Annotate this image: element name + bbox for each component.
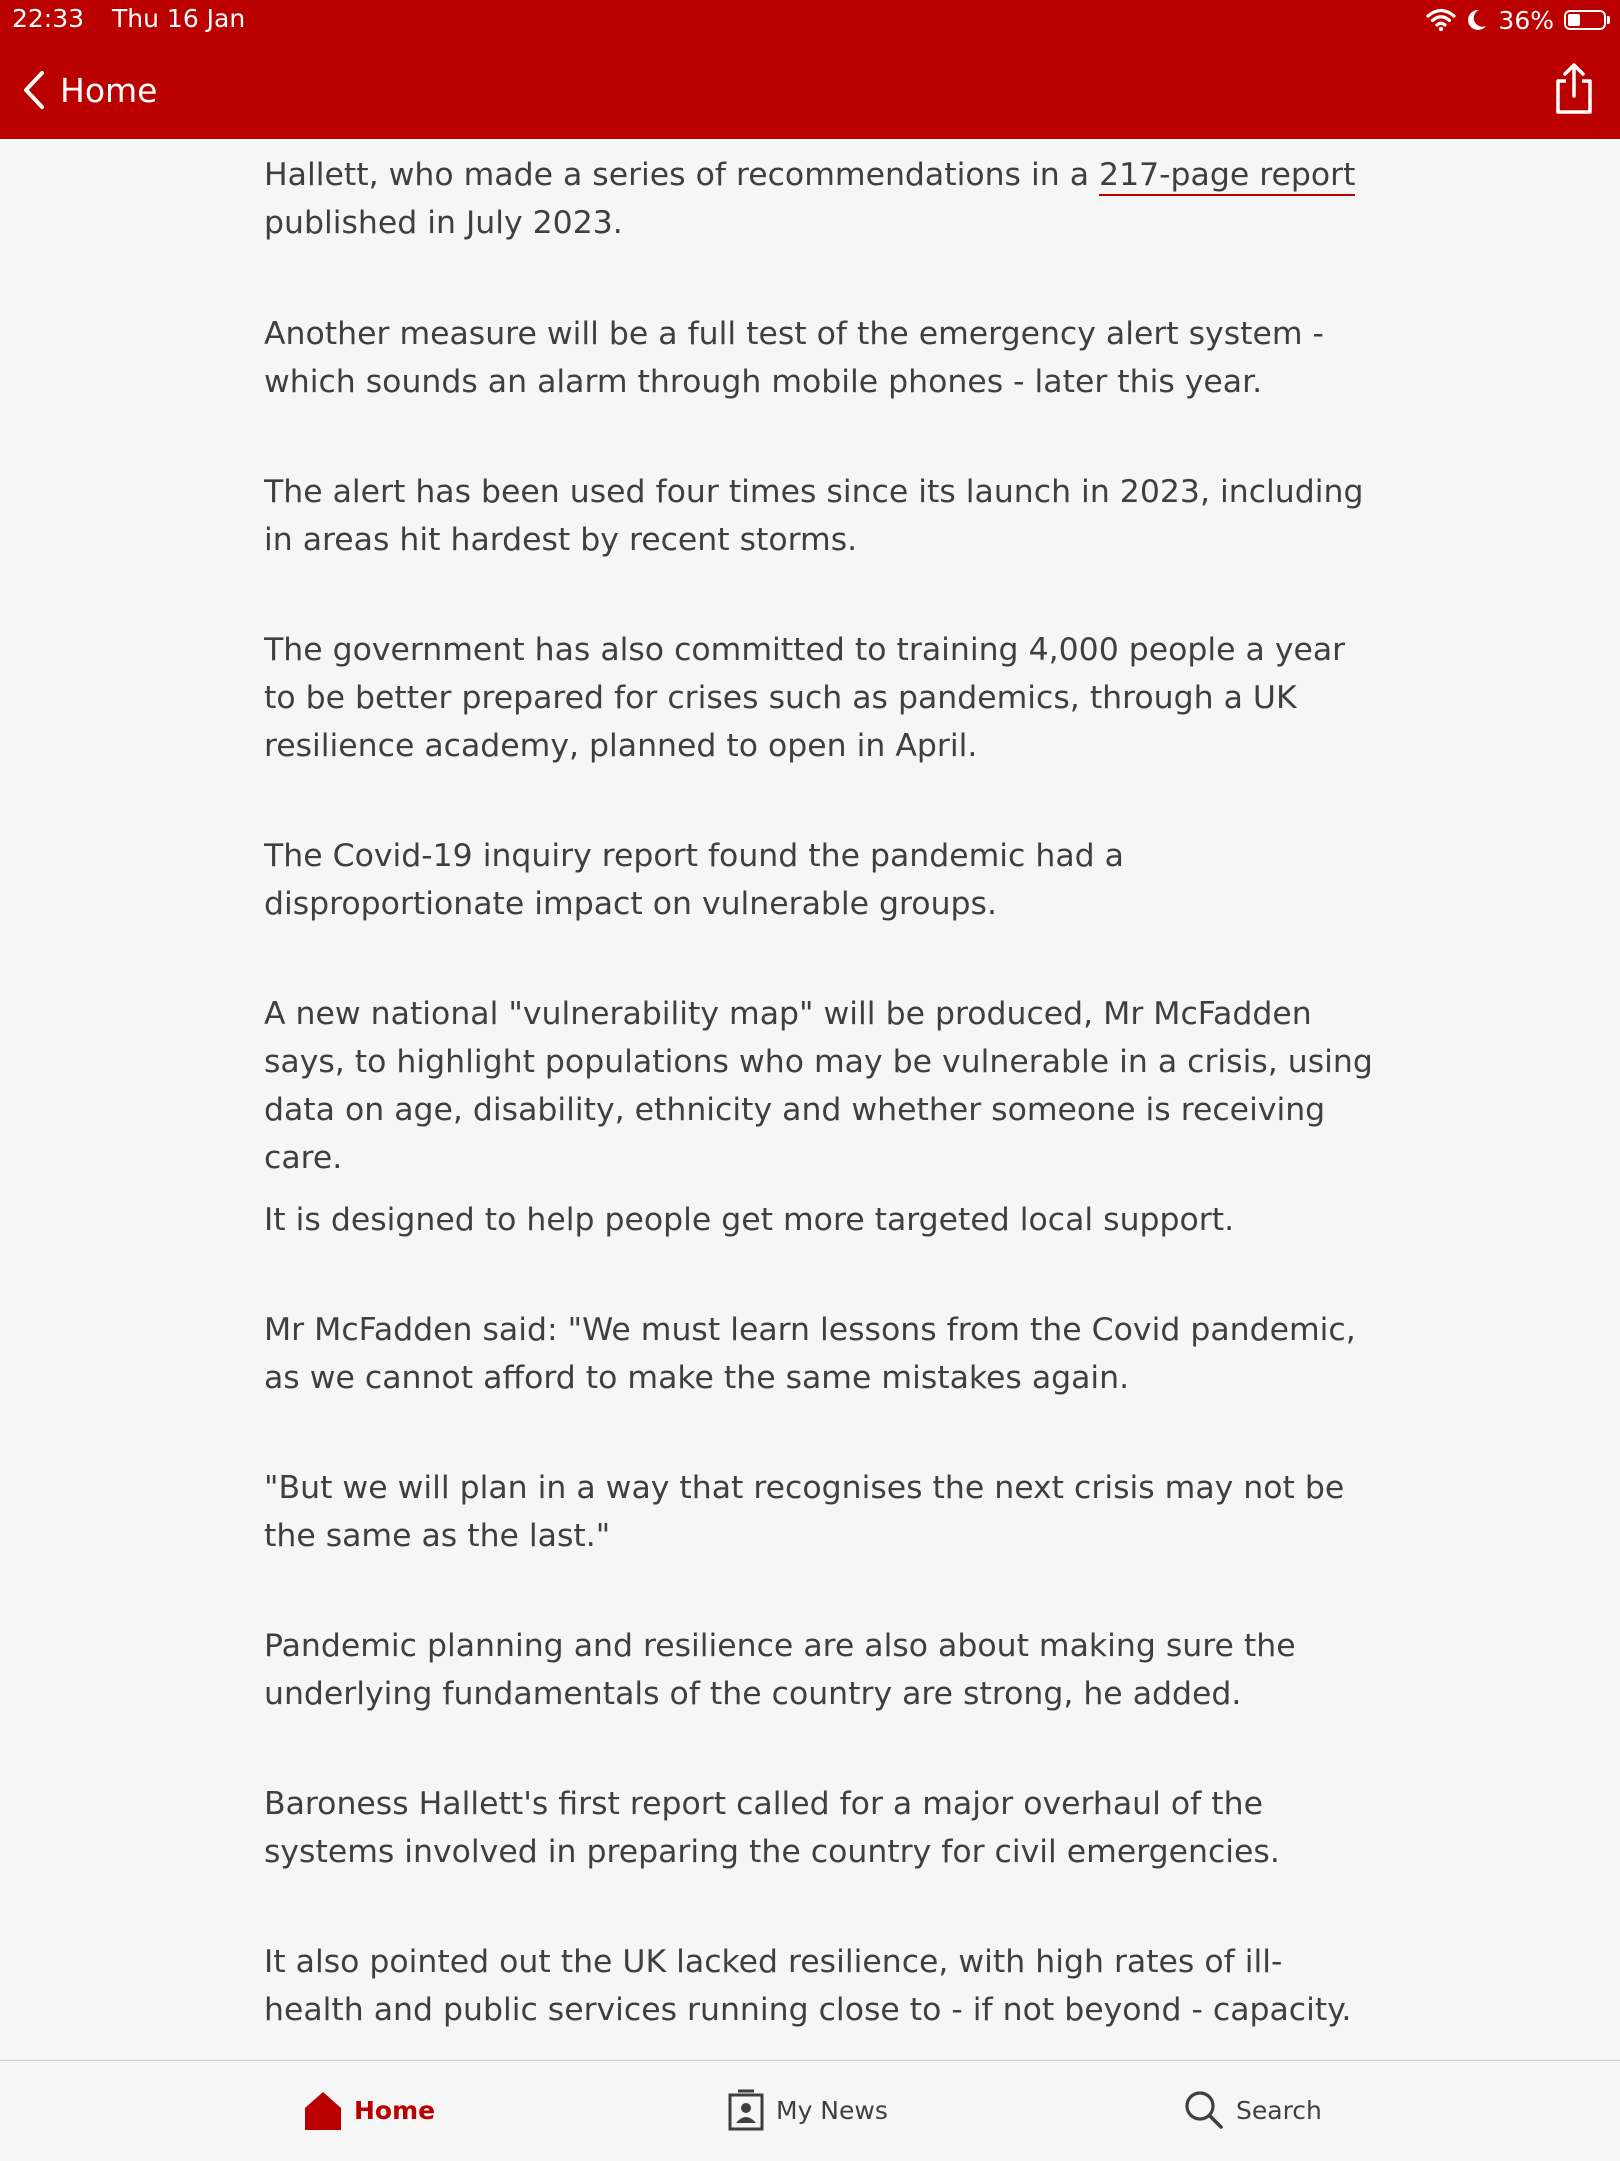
bottom-nav-bar	[0, 2060, 1620, 2161]
article-paragraph: The Covid-19 inquiry report found the pandemic had a disproportionate impact on vulnerable groups.	[264, 838, 1124, 922]
article-paragraph: The alert has been used four times since its launch in 2023, including in areas hit hardest by recent storms.	[264, 474, 1364, 558]
article-paragraph: A new national "vulnerability map" will be produced, Mr McFadden says, to highlight populations who may be vulnerable in a crisis, using data on age, disability, ethnicity and whether someone is receiving care.	[264, 996, 1373, 1176]
nav-my-news[interactable]	[728, 2079, 888, 2141]
battery-icon	[1564, 10, 1606, 30]
status-bar-right	[1426, 4, 1606, 36]
nav-search-label: Search	[1236, 2095, 1322, 2125]
share-button[interactable]	[1550, 62, 1598, 116]
back-button[interactable]	[22, 66, 157, 114]
article-paragraph: "But we will plan in a way that recognises the next crisis may not be the same as the last."	[264, 1470, 1345, 1554]
search-icon	[1184, 2090, 1224, 2130]
home-icon	[304, 2090, 342, 2130]
article-paragraph	[264, 151, 1374, 247]
top-app-bar	[0, 0, 1620, 139]
my-news-icon	[728, 2089, 764, 2131]
status-bar-left	[12, 6, 265, 32]
chevron-left-icon	[22, 70, 46, 110]
nav-my-news-label: My News	[776, 2095, 888, 2125]
paragraph-text: Hallett, who made a series of recommendations in a	[264, 157, 1100, 193]
article-paragraph: The government has also committed to training 4,000 people a year to be better prepared for crises such as pandemics, through a UK resilience academy, planned to open in April.	[264, 632, 1346, 764]
nav-home[interactable]	[304, 2079, 435, 2141]
article-paragraph: Another measure will be a full test of the emergency alert system - which sounds an alarm through mobile phones - later this year.	[264, 316, 1324, 400]
status-time: 22:33	[12, 4, 85, 33]
article-paragraph: Mr McFadden said: "We must learn lessons from the Covid pandemic, as we cannot afford to make the same mistakes again.	[264, 1312, 1356, 1396]
battery-percentage: 36%	[1498, 5, 1554, 35]
article-paragraph: Baroness Hallett's first report called for a major overhaul of the systems involved in preparing the country for civil emergencies.	[264, 1786, 1280, 1870]
battery-fill	[1568, 14, 1580, 26]
paragraph-text: published in July 2023.	[264, 205, 623, 241]
status-date: Thu 16 Jan	[112, 4, 246, 33]
report-link[interactable]: 217-page report	[1099, 157, 1355, 196]
share-icon	[1550, 62, 1598, 116]
nav-home-label: Home	[354, 2095, 436, 2125]
article-paragraph: Pandemic planning and resilience are also about making sure the underlying fundamentals of the country are strong, he added.	[264, 1628, 1296, 1712]
back-button-label: Home	[60, 70, 158, 110]
article-body	[264, 139, 1374, 2060]
moon-icon	[1466, 8, 1488, 32]
article-paragraph: It also pointed out the UK lacked resilience, with high rates of ill-health and public services running close to - if not beyond - capacity.	[264, 1944, 1352, 2028]
nav-search[interactable]	[1184, 2079, 1322, 2141]
wifi-icon	[1426, 8, 1456, 32]
article-paragraph: It is designed to help people get more targeted local support.	[264, 1202, 1235, 1238]
